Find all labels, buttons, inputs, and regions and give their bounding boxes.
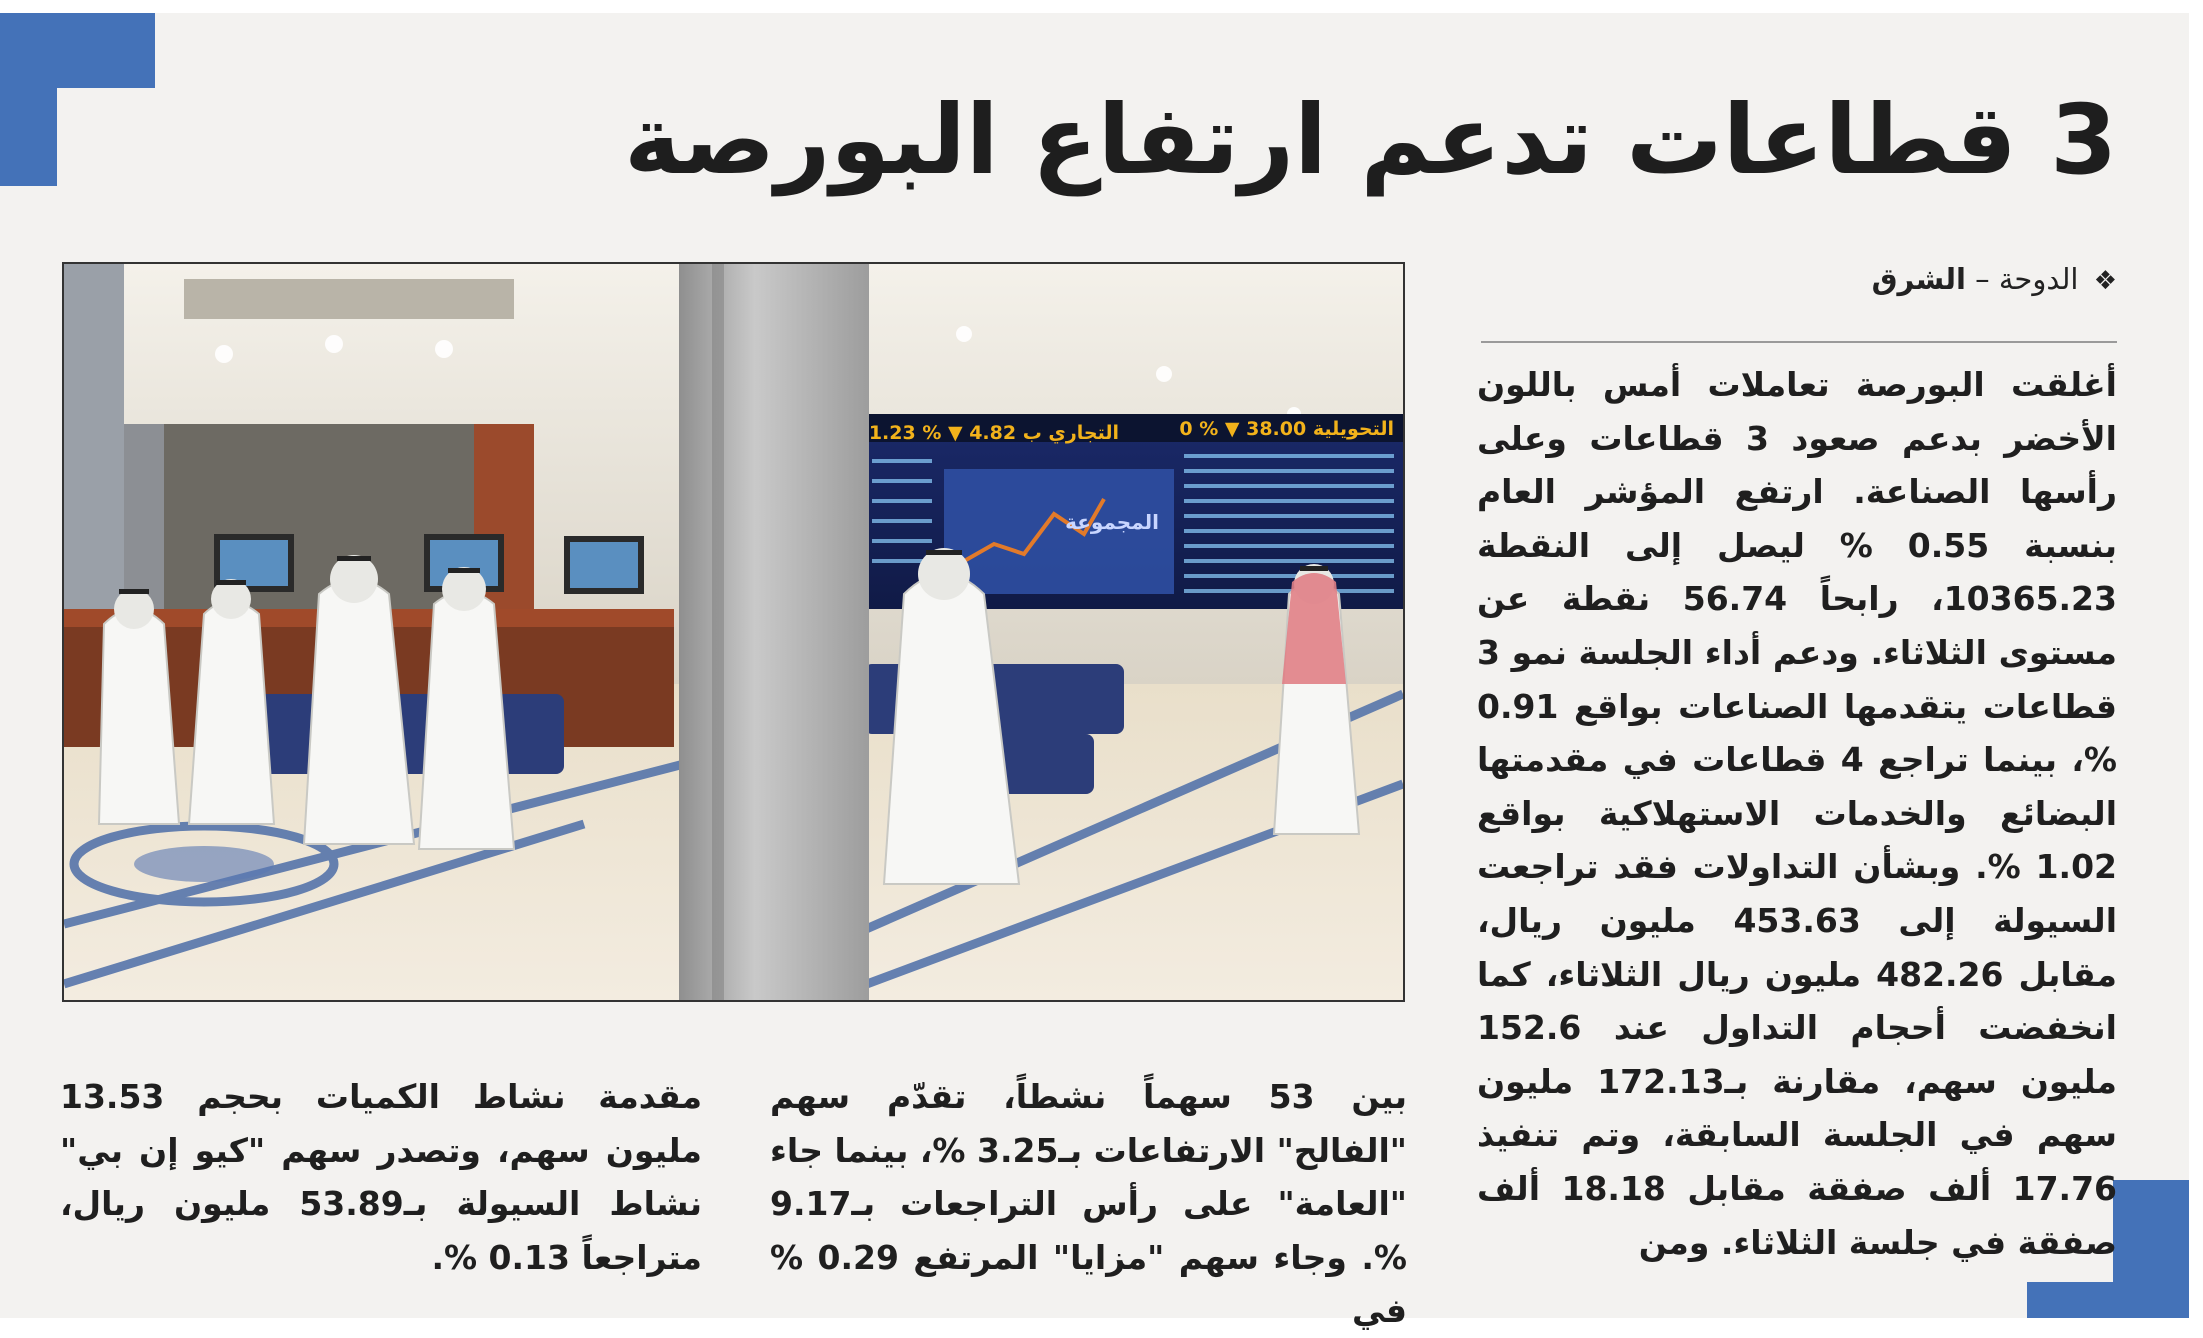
diamond-bullet-icon: ❖ — [2093, 266, 2117, 296]
article-headline: 3 قطاعات تدعم ارتفاع البورصة — [624, 84, 2117, 196]
board-top-right-text: التحويلية 38.00 ▼ % 0 — [1179, 418, 1394, 440]
article-column-left: مقدمة نشاط الكميات بحجم 13.53 مليون سهم، وتصدر سهم "كيو إن بي" نشاط السيولة بـ53.89 مليون ريال، متراجعاً 0.13 %. — [60, 1077, 702, 1277]
article-column-right: أغلقت البورصة تعاملات أمس باللون الأخضر بدعم صعود 3 قطاعات وعلى رأسها الصناعة. ارتفع المؤشر العام بنسبة 0.55 % ليصل إلى النقطة 10365.23، رابحاً 56.74 نقطة عن مستوى الثلاثاء. ودعم أداء الجلسة نمو 3 قطاعات يتقدمها الصناعات بواقع 0.91 %، بينما تراجع 4 قطاعات في مقدمتها البضائع والخدمات الاستهلاكية بواقع 1.02 %. وبشأن التداولات فقد تراجعت السيولة إلى 453.63 مليون ريال، مقابل 482.26 مليون ريال الثلاثاء، كما انخفضت أحجام التداول عند 152.6 مليون سهم، مقارنة بـ172.13 مليون سهم في الجلسة السابقة، وتم تنفيذ 17.76 ألف صفقة مقابل 18.18 ألف صفقة في جلسة الثلاثاء. ومن — [1477, 365, 2117, 1262]
byline-divider — [1481, 341, 2117, 343]
corner-accent-bottom-right-vertical — [2113, 1180, 2189, 1318]
byline-source: الشرق — [1871, 262, 1966, 296]
byline — [1817, 262, 2117, 296]
stock-exchange-photo — [64, 264, 1403, 1000]
board-screen-logo: المجموعة — [1065, 510, 1159, 534]
article-column-middle: بين 53 سهماً نشطاً، تقدّم سهم "الفالح" الارتفاعات بـ3.25 %، بينما جاء "العامة" على رأس التراجعات بـ9.17 %. وجاء سهم "مزايا" المرتفع 0.29 % في — [770, 1077, 1408, 1331]
corner-accent-top-left-vertical — [0, 13, 57, 186]
article-photo — [62, 262, 1405, 1002]
board-top-left-text: التجاري ب 4.82 ▼ % 1.23 — [868, 422, 1119, 444]
byline-place: الدوحة – — [1975, 262, 2079, 296]
